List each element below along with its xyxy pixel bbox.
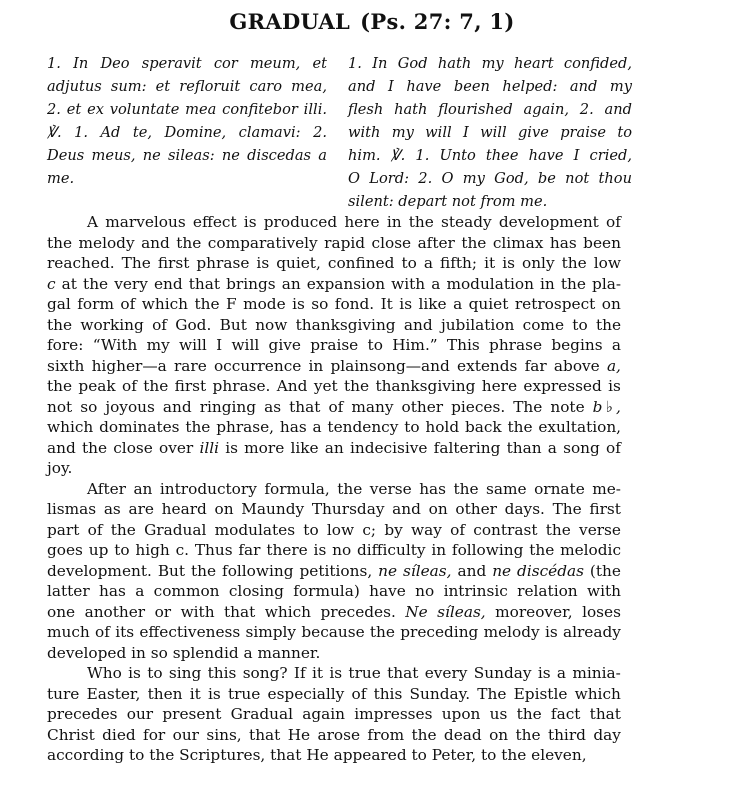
commentary-line: fore: “With my will I will give praise to Him.” This phrase begins a — [47, 336, 621, 354]
english-line: with my will I will give praise to — [348, 124, 632, 141]
english-line: silent: depart not from me. — [348, 193, 548, 210]
latin-line: Deus meus, ne sileas: ne discedas a — [47, 147, 327, 164]
latin-line: me. — [47, 170, 75, 187]
commentary-line: A marvelous effect is produced here in the steady development of — [87, 213, 621, 231]
commentary-line: developed in so splendid a manner. — [47, 643, 321, 662]
commentary-line: latter has a common closing formula) have no intrinsic relation with — [47, 582, 621, 600]
commentary-line: ture Easter, then it is true especially of this Sunday. The Epistle which — [47, 684, 621, 703]
commentary-line: joy. — [47, 459, 73, 477]
commentary-line: development. But the following petitions, ne síleas, and ne discédas (the — [47, 561, 621, 580]
latin-line: ℣. 1. Ad te, Domine, clamavi: 2. — [47, 124, 327, 141]
commentary-line: not so joyous and ringing as that of many other pieces. The note b♭, — [47, 397, 621, 416]
commentary-line: and the close over illi is more like an indecisive faltering than a song of — [47, 438, 621, 457]
commentary-line: Who is to sing this song? If it is true that every Sunday is a minia- — [87, 664, 621, 682]
gradual-heading: GRADUAL — [229, 9, 351, 34]
psalm-reference: (Ps. 27: 7, 1) — [360, 9, 515, 34]
commentary-line: the peak of the first phrase. And yet the thanksgiving here expressed is — [47, 377, 621, 395]
commentary-paragraph — [47, 479, 621, 664]
english-translation-column — [348, 52, 632, 213]
commentary-line: gal form of which the F mode is so fond. It is like a quiet retrospect on — [47, 295, 621, 313]
commentary-line: reached. The first phrase is quiet, confined to a fifth; it is only the low — [47, 254, 621, 272]
commentary-line: lismas as are heard on Maundy Thursday and on other days. The first — [47, 500, 621, 518]
commentary-line: one another or with that which precedes. Ne síleas, moreover, loses — [47, 602, 621, 621]
commentary-line: Christ died for our sins, that He arose from the dead on the third day — [47, 725, 621, 744]
commentary-line: the working of God. But now thanksgiving and jubilation come to the — [47, 315, 622, 334]
commentary-line: much of its effectiveness simply because the preceding melody is already — [47, 623, 621, 641]
commentary-line: c at the very end that brings an expansion with a modulation in the pla- — [47, 274, 622, 293]
commentary-line: according to the Scriptures, that He appeared to Peter, to the eleven, — [47, 746, 587, 764]
english-line: 1. In God hath my heart confided, — [348, 55, 632, 72]
commentary-line: which dominates the phrase, has a tendency to hold back the exultation, — [47, 418, 622, 436]
commentary-line: part of the Gradual modulates to low c; by way of contrast the verse — [47, 520, 621, 539]
latin-line: 2. et ex voluntate mea confitebor illi. — [47, 101, 327, 118]
english-line: him. ℣. 1. Unto thee have I cried, — [348, 147, 632, 164]
commentary-line: precedes our present Gradual again impresses upon us the fact that — [47, 705, 621, 723]
latin-text-column — [47, 52, 327, 190]
english-line: flesh hath flourished again, 2. and — [348, 101, 632, 118]
text-columns — [47, 52, 632, 210]
commentary-text — [47, 212, 621, 766]
latin-line: 1. In Deo speravit cor meum, et — [47, 55, 327, 72]
commentary-paragraph — [47, 663, 621, 766]
english-line: and I have been helped: and my — [348, 78, 632, 95]
commentary-line: the melody and the comparatively rapid close after the climax has been — [47, 233, 621, 252]
latin-line: adjutus sum: et refloruit caro mea, — [47, 78, 327, 95]
commentary-line: After an introductory formula, the verse has the same ornate me- — [87, 479, 621, 498]
page-title — [0, 9, 744, 34]
commentary-paragraph — [47, 212, 621, 479]
commentary-line: goes up to high c. Thus far there is no difficulty in following the melodic — [47, 541, 622, 559]
commentary-line: sixth higher—a rare occurrence in plainsong—and extends far above a, — [47, 356, 621, 375]
english-line: O Lord: 2. O my God, be not thou — [348, 170, 632, 187]
